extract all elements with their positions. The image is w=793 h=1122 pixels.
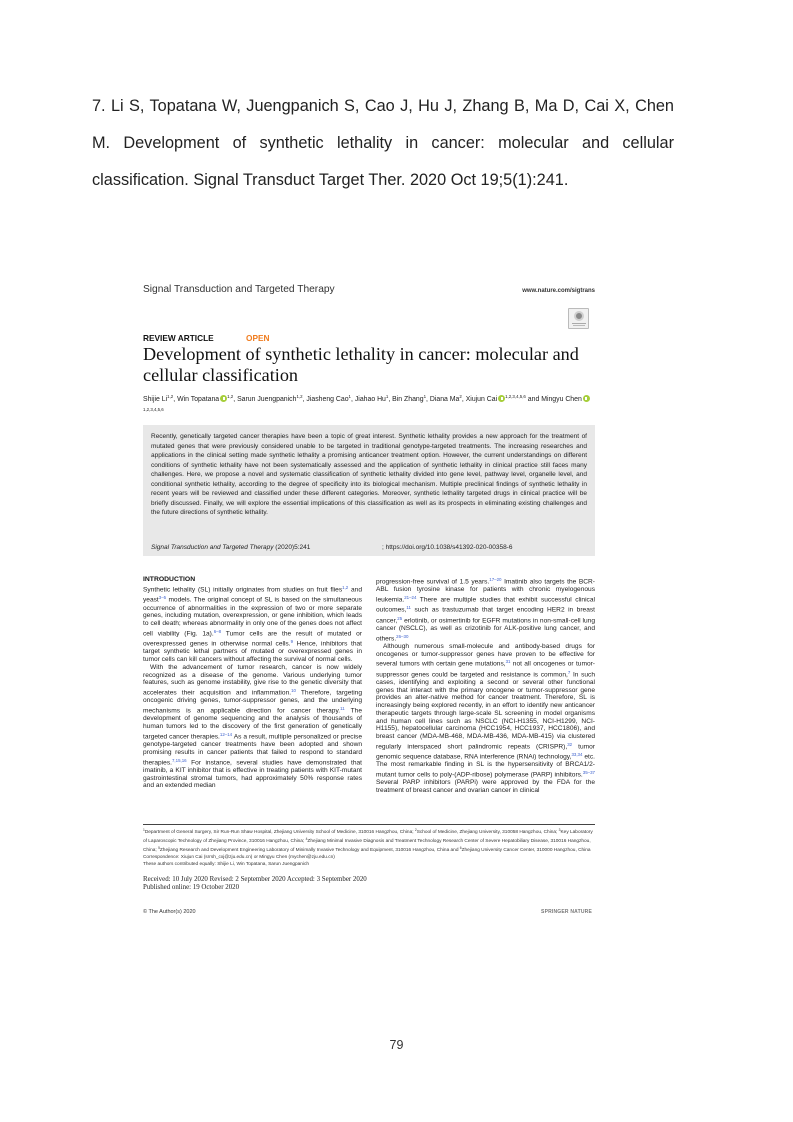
reference-link[interactable]: 7,15,16 — [171, 757, 187, 763]
open-access-badge: OPEN — [246, 333, 270, 343]
author-name: Mingyu Chen — [541, 396, 582, 403]
affiliation-text: Zhejiang Research and Development Engineering Laboratory of Minimally Invasive Technology and Equipment, 310016 Hangzhou, China and — [159, 848, 460, 854]
reference-link[interactable]: 11 — [340, 706, 345, 711]
journal-name: Signal Transduction and Targeted Therapy — [143, 284, 335, 295]
orcid-icon[interactable] — [498, 395, 505, 402]
affiliation-text: School of Medicine, Zhejiang University, 310058 Hangzhou, China; — [416, 830, 559, 835]
reference-link[interactable]: 31 — [505, 659, 511, 665]
affiliation-number: 6 — [459, 846, 462, 851]
author-name: Bin Zhang — [392, 396, 424, 403]
author-name: Win Topatana — [177, 396, 220, 403]
author-affiliation-sup: 1,2,3,4,5,6 — [505, 394, 526, 399]
affiliation-number: 5 — [158, 846, 160, 851]
journal-url: www.nature.com/sigtrans — [522, 288, 595, 294]
article-title: Development of synthetic lethality in cancer: molecular and cellular classification — [143, 344, 579, 385]
author-affiliation-sup: 1,2 — [167, 394, 174, 399]
reference-link[interactable]: 26–30 — [396, 633, 409, 639]
check-for-updates-icon — [568, 308, 589, 329]
affiliation-list — [143, 827, 595, 854]
reference-link[interactable]: 33,34 — [571, 752, 583, 757]
reference-link[interactable]: 10 — [291, 688, 296, 693]
affiliation-number: 2 — [414, 828, 417, 832]
left-column — [143, 576, 362, 790]
section-heading: INTRODUCTION — [143, 576, 196, 583]
author-name: Shijie Li — [143, 396, 168, 403]
orcid-icon[interactable] — [220, 395, 227, 402]
right-column — [376, 576, 595, 795]
reference-link[interactable]: 9 — [290, 639, 294, 644]
author-list: Shijie Li$^{1,2}$, Win Topatana $^{1,2}$, Sarun Juengpanich$^{1,2}$, Jiasheng Cao$^1$, Jiahao Hu$^1$, Bin Zhang$^1$, Diana Ma$^2$, Xiujun Cai $^{1,2,3,4,5,6}$ and Mingyu Chen$^{1,2,3,4,5,6}$ — [143, 392, 595, 417]
author-affiliation-sup: 1,2 — [296, 394, 303, 399]
article-type: REVIEW ARTICLE — [143, 333, 214, 343]
affiliation-text: Zhejiang University Cancer Center, 310000 Hangzhou, China — [461, 848, 591, 854]
reference-link[interactable]: 6–8 — [213, 628, 222, 634]
affiliation-number: 1 — [143, 828, 145, 832]
reference-link[interactable]: 21–24 — [404, 595, 417, 600]
abstract-box — [143, 425, 595, 556]
affiliation-text: Zhejiang Minimal Invasive Diagnosis and Treatment Technology Research Center of Severe Hepatobiliary Disease, 310016 Hangzhou, China; — [143, 839, 591, 854]
body-paragraph: Synthetic lethality (SL) initially originates from studies on fruit flies$^{1,2}$ and yeast$^{3-5}$ models. The original concept of SL is based on the simultaneous occurrence of abnormalities in the expression of two or more separate genes, including mutation, overexpression, or gene inhibition, which leads to cell death; whereas abnormality in only one of the genes does not affect cell viability (Fig. 1a).$^{6-8}$ Tumor cells are the result of mutated or overexpressed genes in otherwise normal cells.$^9$ Hence, inhibitors that target synthetic lethal partners of mutated or overexpressed genes in tumor cells can kill cancers without affecting the survival of normal cells. — [143, 585, 363, 663]
author-affiliation-sup: 1 — [423, 394, 427, 399]
reference-link[interactable]: 32 — [567, 741, 573, 747]
copyright: © The Author(s) 2020 — [143, 909, 196, 915]
affiliation-text: Department of General Surgery, Sir Run-Run Shaw Hospital, Zhejiang University School of Medicine, 310016 Hangzhou, China; — [144, 830, 415, 835]
page-number: 79 — [389, 1038, 404, 1052]
reference-link[interactable]: 7 — [567, 669, 571, 675]
orcid-icon[interactable] — [583, 395, 590, 402]
correspondence: Correspondence: Xiujun Cai (srrsh_cxj@zju.edu.cn) or Mingyu Chen (mychen@zju.edu.cn) — [143, 855, 335, 861]
author-name: Diana Ma — [429, 396, 460, 403]
reference-link[interactable]: 25 — [397, 615, 403, 621]
author-name: Xiujun Cai — [465, 396, 498, 403]
body-paragraph: progression-free survival of 1.5 years.$^{17-20}$ Imatinib also targets the BCR-ABL fusion tyrosine kinase for patients with chronic myelogenous leukemia.$^{21-24}$ There are multiple studies that exhibit successful clinical outcomes,$^{11}$ such as trastuzumab that target encoding HER2 in breast cancer,$^{25}$ erlotinib, or osimertinib for EGFR mutations in non-small-cell lung cancer (NSCLC), as well as crizotinib for ALK-positive lung cancer, and others.$^{26-30}$ — [376, 577, 595, 642]
publication-dates — [143, 876, 595, 891]
abstract-citation — [151, 544, 310, 551]
journal-header — [143, 284, 595, 300]
abstract-volume: (2020)5:241 — [273, 544, 311, 551]
affiliations — [143, 827, 595, 868]
affiliation-number: 3 — [558, 828, 561, 832]
author-affiliation-sup: 1 — [385, 394, 389, 399]
doi-link[interactable]: ; https://doi.org/10.1038/s41392-020-00358-6 — [382, 544, 513, 551]
reference-link[interactable]: 12–14 — [219, 731, 233, 737]
reference-link[interactable]: 17–20 — [489, 577, 502, 582]
author-name: Sarun Juengpanich — [237, 396, 297, 403]
affiliation-text: Key Laboratory of Laparoscopic Technology of Zhejiang Province, 310016 Hangzhou, China; — [143, 830, 593, 845]
reference-citation: 7. Li S, Topatana W, Juengpanich S, Cao J, Hu J, Zhang B, Ma D, Cai X, Chen M. Development of synthetic lethality in cancer: molecular and cellular classification. Signal Transduct Target Ther. 2020 Oct 19;5(1):241. — [92, 97, 674, 189]
author-affiliation-sup: 1,2,3,4,5,6 — [143, 406, 164, 412]
abstract-journal: Signal Transduction and Targeted Therapy — [151, 544, 274, 551]
affiliation-number: 4 — [305, 837, 308, 842]
body-paragraph: Although numerous small-molecule and antibody-based drugs for oncogenes or tumor-suppressor genes have proven to be effective for several tumors with certain gene mutations,$^{31}$ not all oncogenes or tumor-suppressor genes could be targeted and resistance is common,$^7$ In such cases, identifying and exploiting a second or several other functional genes that interact with the primary oncogene or tumor-suppressor gene provides an alter-native method for cancer treatment. Therefore, SL is increasingly being explored recently, in an effort to identify new anticancer therapeutic targets through large-scale SL screening in model organisms and human cell lines such as NSCLC (NCI-H1355, NCI-H1299, NCI-H1155), hepatocellular carcinoma (HCC1954, HCC1937, HCC1806), and breast cancer (MDA-MB-468, MDA-MB-436, MDA-MB-415) via clustered regularly interspaced short palindromic repeats (CRISPR),$^{32}$ tumor genomic sequence database, RNA interference (RNAi) technology,$^{33,34}$ etc. The most remarkable finding in SL is the hypersensitivity of BRCA1/2-mutant tumor cells to poly-(ADP-ribose) polymerase (PARP) inhibitors.$^{35-37}$ Several PARP inhibitors (PARPi) were approved by the FDA for the treatment of breast cancer and ovarian cancer in clinical — [376, 642, 596, 794]
abstract-text: Recently, genetically targeted cancer therapies have been a topic of great interest. Synthetic lethality provides a new approach for the treatment of mutated genes that were previously considered unable to be targeted in traditional genotype-targeted treatments. The increasing researches and applications in the clinical setting made synthetic lethality a promising anticancer treatment option. However, the current understandings on different conditions of synthetic lethality have not been systematically assessed and the application of synthetic lethality in clinical practice still faces many challenges. Here, we propose a novel and systematic classification of synthetic lethality divided into gene level, pathway level, organelle level, and conditional synthetic lethality, according to the degree of specificity into its biological mechanism. Multiple preclinical findings of synthetic lethality in recent years will be reviewed and classified under these different categories. Moreover, synthetic lethality targeted drugs in clinical practice will be briefly discussed. Finally, we will explore the essential implications of this classification as well as its prospects in eliminating existing challenges and the future directions of synthetic lethality. — [151, 433, 587, 517]
author-name: Jiahao Hu — [354, 396, 386, 403]
author-affiliation-sup: 1 — [348, 394, 351, 399]
footnote-divider — [143, 824, 595, 825]
reference-link[interactable]: 35–37 — [582, 770, 595, 775]
received-dates: Received: 10 July 2020 Revised: 2 September 2020 Accepted: 3 September 2020 — [143, 876, 367, 883]
publisher-logo: SPRINGER NATURE — [541, 909, 592, 915]
reference-link[interactable]: 3–5 — [158, 595, 167, 601]
body-paragraph: With the advancement of tumor research, cancer is now widely recognized as a disease of the genome. Various underlying tumor features, such as genome instability, give rise to the genetic diversity that accelerates their acquisition and inflammation.$^{10}$ Therefore, targeting oncogenic driving genes, tumor-suppressor genes, and the underlying mechanisms is an applicable direction for cancer therapy.$^{11}$ The development of genome sequencing and the analysis of thousands of human tumors led to the discovery of the first generation of genetically targeted cancer therapies.$^{12-14}$ As a result, multiple personalized or precise genotype-targeted cancer treatments have been adopted and shown promising results in cancer patients that failed to respond to standard therapies.$^{7,15,16}$ For instance, several studies have demonstrated that imatinib, a KIT inhibitor that is effective in treating patients with KIT-mutant gastrointestinal stromal tumors, had approximately 50% response rates and an extended median — [143, 663, 363, 790]
published-online: Published online: 19 October 2020 — [143, 883, 240, 891]
reference-link[interactable]: 1,2 — [342, 585, 349, 590]
author-affiliation-sup: 2 — [459, 394, 462, 399]
author-affiliation-sup: 1,2 — [227, 394, 234, 399]
author-name: Jiasheng Cao — [306, 396, 349, 403]
reference-link[interactable]: 11 — [406, 605, 411, 611]
equal-contribution-note: These authors contributed equally: Shijie Li, Win Topatana, Sarun Juengpanich — [143, 862, 310, 868]
